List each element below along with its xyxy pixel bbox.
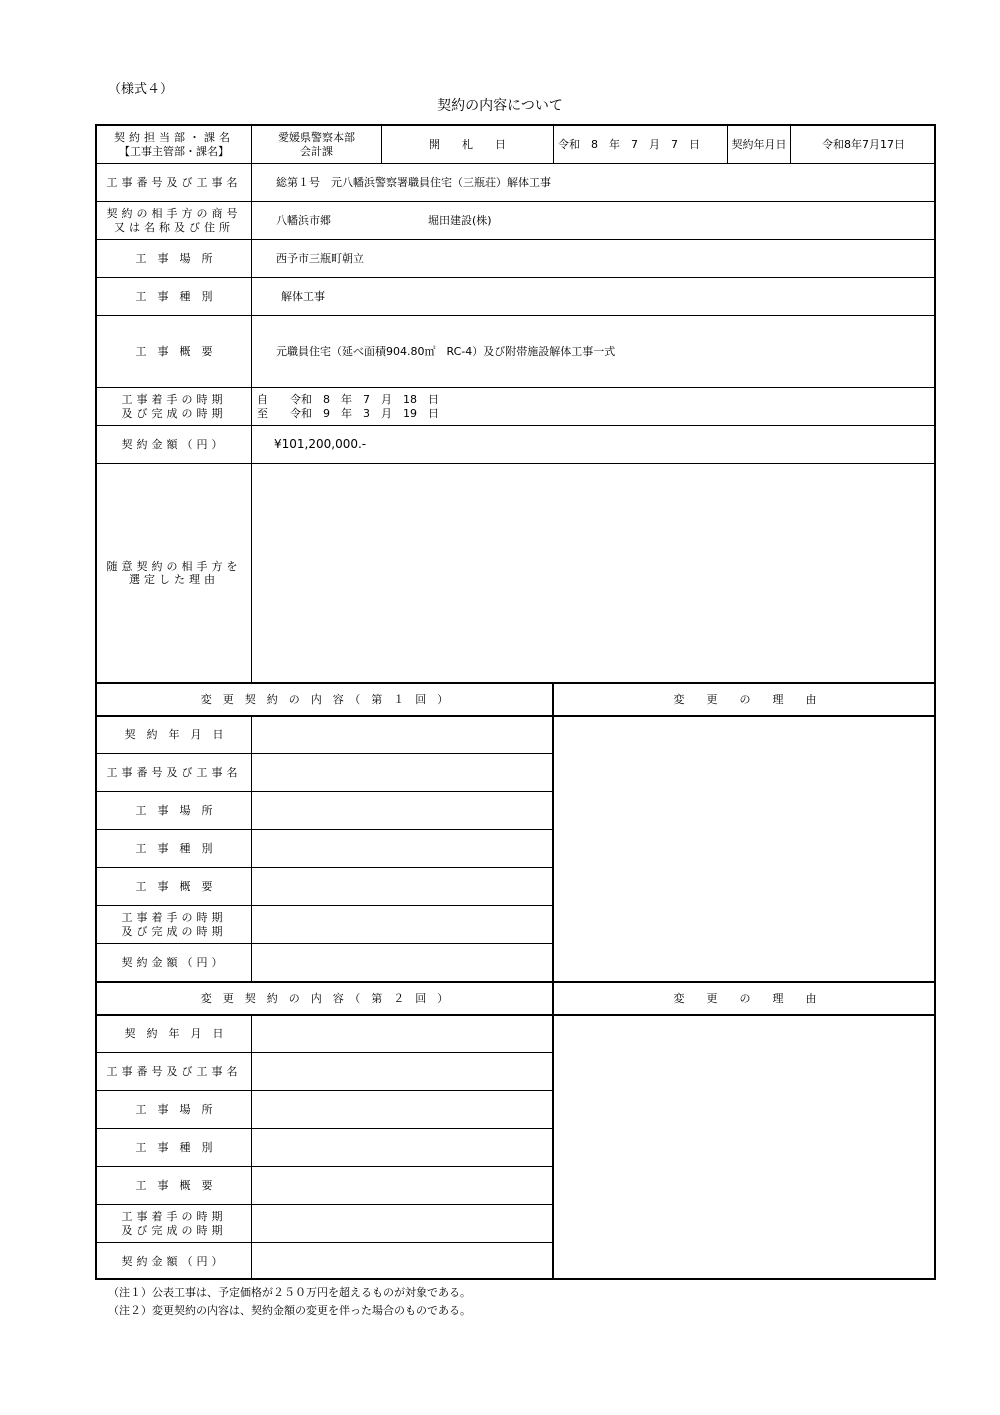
type-label: 工 事 種 別 [135, 289, 213, 303]
party-label-line2: 又は名称及び住所 [114, 220, 234, 234]
dept-value-line2: 会計課 [300, 144, 333, 158]
reason-label-line2: 選定した理由 [129, 573, 219, 586]
change1-period-line2: 及び完成の時期 [121, 924, 227, 938]
change1-row-period [97, 906, 251, 943]
change2-period-line1: 工事着手の時期 [121, 1210, 227, 1224]
contract-date-label: 契約年月日 [731, 137, 787, 151]
reason-label [97, 464, 251, 682]
dept-value-line1: 愛媛県警察本部 [278, 131, 355, 145]
change1-row-work: 工事番号及び工事名 [106, 765, 242, 779]
site-label: 工 事 場 所 [135, 251, 213, 265]
change2-row-date: 契 約 年 月 日 [124, 1027, 224, 1041]
period-label-line2: 及び完成の時期 [121, 406, 227, 420]
change1-period-line1: 工事着手の時期 [121, 911, 227, 925]
change2-header: 変 更 契 約 の 内 容 （ 第 ２ 回 ） [200, 991, 449, 1005]
open-date-label: 開 札 日 [429, 137, 506, 151]
form-number: （様式４） [108, 82, 174, 97]
page-title: 契約の内容について [437, 98, 563, 114]
change2-row-summary: 工 事 概 要 [135, 1178, 213, 1192]
change2-row-work: 工事番号及び工事名 [106, 1064, 242, 1078]
site-value: 西予市三瓶町朝立 [276, 251, 364, 265]
note-2: （注２）変更契約の内容は、契約金額の変更を伴った場合のものである。 [108, 1304, 471, 1317]
change1-row-type: 工 事 種 別 [135, 841, 213, 855]
dept-label-line1: 契約担当部・課名 [114, 131, 234, 145]
dept-label [97, 126, 251, 163]
period-label-line1: 工事着手の時期 [121, 393, 227, 407]
party-address: 八幡浜市郷 [276, 213, 331, 227]
change2-row-period [97, 1205, 251, 1242]
summary-label: 工 事 概 要 [135, 344, 213, 358]
period-value [257, 388, 657, 425]
party-label-line1: 契約の相手方の商号 [106, 207, 242, 221]
period-start: 自 令和 8 年 7 月 18 日 [257, 393, 439, 407]
note-1: （注１）公表工事は、予定価格が２５０万円を超えるものが対象である。 [108, 1286, 471, 1299]
dept-label-line2: 【工事主管部・課名】 [119, 144, 229, 158]
change2-period-line2: 及び完成の時期 [121, 1223, 227, 1237]
change1-row-site: 工 事 場 所 [135, 803, 213, 817]
amount-value: ¥101,200,000.- [274, 437, 367, 452]
change2-row-type: 工 事 種 別 [135, 1140, 213, 1154]
contract-date-value: 令和8年7月17日 [822, 137, 905, 151]
change2-row-site: 工 事 場 所 [135, 1102, 213, 1116]
change1-row-summary: 工 事 概 要 [135, 879, 213, 893]
change1-header: 変 更 契 約 の 内 容 （ 第 １ 回 ） [200, 692, 449, 706]
change2-reason-header: 変 更 の 理 由 [673, 991, 817, 1005]
type-value: 解体工事 [281, 289, 325, 303]
change1-row-date: 契 約 年 月 日 [124, 728, 224, 742]
change2-row-amount: 契約金額（円） [121, 1254, 227, 1268]
party-label [97, 202, 251, 239]
work-no-label: 工事番号及び工事名 [106, 175, 242, 189]
party-name: 堀田建設(株) [428, 213, 492, 227]
work-no-value: 総第１号 元八幡浜警察署職員住宅（三瓶荘）解体工事 [276, 175, 551, 189]
change1-row-amount: 契約金額（円） [121, 955, 227, 969]
summary-value: 元職員住宅（延べ面積904.80㎡ RC-4）及び附帯施設解体工事一式 [276, 344, 616, 358]
period-label [97, 388, 251, 425]
amount-label: 契約金額（円） [121, 437, 227, 451]
contract-form-table [95, 124, 936, 1280]
reason-label-line1: 随意契約の相手方を [106, 559, 242, 573]
open-date-value: 令和 8 年 7 月 7 日 [558, 137, 700, 151]
period-end: 至 令和 9 年 3 月 19 日 [257, 406, 439, 420]
change1-reason-header: 変 更 の 理 由 [673, 692, 817, 706]
dept-value [252, 126, 381, 163]
